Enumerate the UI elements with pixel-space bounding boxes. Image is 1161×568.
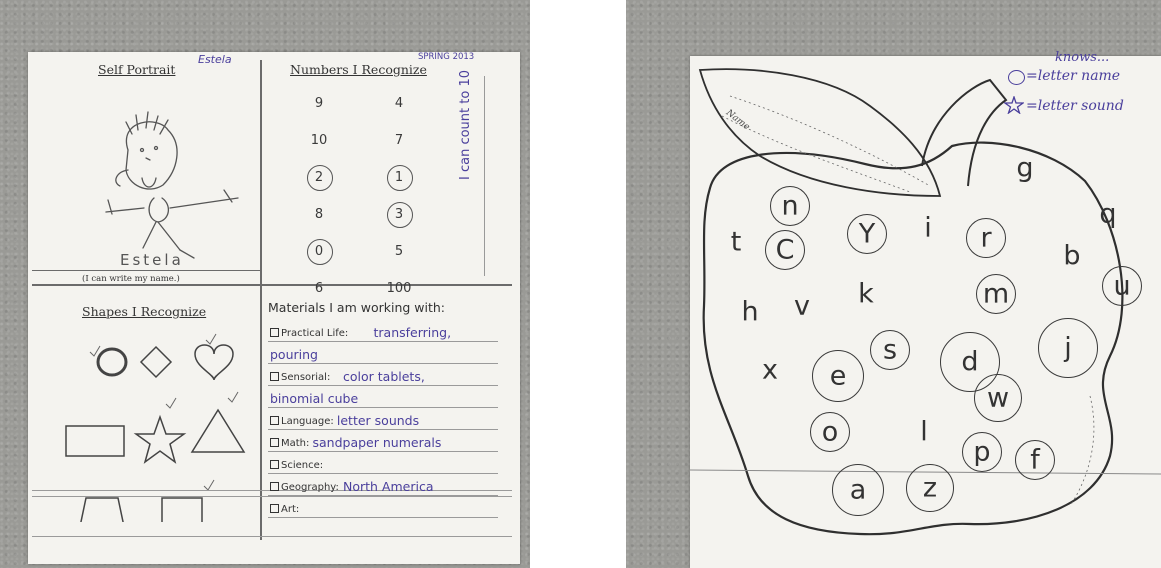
shapes-title: Shapes I Recognize <box>82 304 207 319</box>
letter-circle-mark <box>962 432 1002 472</box>
letter-item: j <box>1064 332 1072 364</box>
heart-shape <box>195 345 233 380</box>
materials-title: Materials I am working with: <box>268 300 446 315</box>
materials-value: North America <box>343 479 434 494</box>
count-note: I can count to 10 <box>458 70 473 180</box>
materials-value: letter sounds <box>336 413 420 428</box>
apple-letters-worksheet <box>690 50 1161 568</box>
checkbox-icon <box>270 504 279 513</box>
number-item: 0 <box>304 244 334 259</box>
diamond-shape <box>141 347 171 377</box>
letter-item: x <box>762 354 778 386</box>
season-label: SPRING 2013 <box>418 52 475 62</box>
letter-circle-mark <box>765 230 805 270</box>
letter-item: e <box>829 360 847 392</box>
numbers-title: Numbers I Recognize <box>290 62 427 77</box>
portrait-underline <box>32 270 260 271</box>
letter-circle-mark <box>1038 318 1098 378</box>
number-item: 4 <box>394 96 404 111</box>
number-item: 6 <box>314 281 324 296</box>
materials-value: color tablets, <box>343 369 425 384</box>
checkbox-icon <box>270 416 279 425</box>
checkbox-icon <box>270 460 279 469</box>
checkbox-icon <box>270 328 279 337</box>
shapes-area <box>38 322 260 522</box>
star-shape <box>136 417 184 462</box>
self-portrait-drawing <box>98 90 258 270</box>
materials-label: Geography: <box>270 482 339 493</box>
letter-item: p <box>973 436 991 468</box>
letter-item: s <box>882 334 898 366</box>
star-legend-icon <box>1004 96 1024 114</box>
checkbox-icon <box>270 372 279 381</box>
legend-letter-sound: =letter sound <box>1026 98 1124 114</box>
check-mark-icon <box>90 346 100 356</box>
legend-letter-name: =letter name <box>1026 68 1121 84</box>
materials-row <box>264 474 502 496</box>
number-item: 9 <box>314 96 324 111</box>
letter-circle-mark <box>770 186 810 226</box>
materials-row <box>264 320 502 342</box>
self-portrait-title: Self Portrait <box>98 62 176 77</box>
materials-row <box>264 496 502 518</box>
letter-circle-mark <box>1015 440 1055 480</box>
letter-circle-mark <box>966 218 1006 258</box>
materials-label: Language: <box>270 416 334 427</box>
letter-item: r <box>980 222 992 254</box>
number-item: 100 <box>386 281 412 296</box>
letter-circle-mark <box>1102 266 1142 306</box>
letter-circle-mark <box>810 412 850 452</box>
triangle-shape <box>192 410 244 452</box>
legend-heading: knows... <box>1055 50 1110 65</box>
materials-value: sandpaper numerals <box>312 435 442 450</box>
letter-item: v <box>794 290 810 322</box>
check-mark-icon <box>228 392 238 402</box>
materials-row <box>264 430 502 452</box>
progress-worksheet <box>28 52 520 564</box>
circle-legend-icon <box>1008 70 1025 85</box>
materials-label: Math: <box>270 438 309 449</box>
letter-circle-mark <box>906 464 954 512</box>
materials-value: pouring <box>270 347 318 362</box>
checkbox-icon <box>270 438 279 447</box>
letter-item: b <box>1063 240 1081 272</box>
portrait-caption: (I can write my name.) <box>82 274 180 284</box>
numbers-side-line <box>484 76 485 276</box>
materials-value: transferring, <box>373 325 452 340</box>
letter-item: n <box>781 190 799 222</box>
number-item: 5 <box>394 244 404 259</box>
letter-circle-mark <box>974 374 1022 422</box>
materials-label: Art: <box>270 504 299 515</box>
materials-row <box>264 342 502 364</box>
child-name: Estela <box>198 53 232 66</box>
letter-item: g <box>1016 152 1034 184</box>
check-mark-icon <box>204 480 214 490</box>
letter-item: d <box>961 346 979 378</box>
letter-item: h <box>741 296 759 328</box>
letter-item: a <box>849 474 867 506</box>
number-item: 1 <box>384 170 414 185</box>
letter-item: l <box>920 416 928 448</box>
number-item: 7 <box>394 133 404 148</box>
letter-item: o <box>821 416 839 448</box>
middle-divider <box>32 284 512 286</box>
rectangle-shape <box>66 426 124 456</box>
letter-item: q <box>1099 198 1117 230</box>
number-item: 10 <box>310 133 328 148</box>
letter-item: f <box>1030 444 1040 476</box>
letter-item: i <box>924 212 932 244</box>
letter-item: k <box>858 278 874 310</box>
letter-item: w <box>986 382 1010 414</box>
letter-item: Y <box>858 218 876 250</box>
letter-item: z <box>922 472 938 504</box>
center-divider <box>260 60 262 540</box>
letter-item: m <box>982 278 1010 310</box>
bottom-rule <box>32 536 512 537</box>
letter-circle-mark <box>870 330 910 370</box>
check-mark-icon <box>206 334 216 344</box>
number-item: 2 <box>304 170 334 185</box>
materials-row <box>264 386 502 408</box>
letter-circle-mark <box>832 464 884 516</box>
check-mark-icon <box>166 398 176 408</box>
letter-item: t <box>730 226 742 258</box>
square-shape <box>162 498 202 522</box>
letter-circle-mark <box>812 350 864 402</box>
written-name: Estela <box>120 251 184 269</box>
number-item: 3 <box>384 207 414 222</box>
circle-shape <box>98 349 126 375</box>
number-item: 8 <box>314 207 324 222</box>
letter-circle-mark <box>847 214 887 254</box>
letter-item: C <box>775 234 795 266</box>
trapezoid-shape <box>78 498 126 522</box>
materials-value: binomial cube <box>270 391 359 406</box>
materials-rule <box>268 517 498 518</box>
materials-row <box>264 408 502 430</box>
name-label: Name <box>723 108 752 133</box>
materials-label: Sensorial: <box>270 372 330 383</box>
checkbox-icon <box>270 482 279 491</box>
letter-circle-mark <box>976 274 1016 314</box>
materials-label: Science: <box>270 460 323 471</box>
materials-row <box>264 364 502 386</box>
letter-item: u <box>1113 270 1131 302</box>
materials-row <box>264 452 502 474</box>
materials-label: Practical Life: <box>270 328 348 339</box>
